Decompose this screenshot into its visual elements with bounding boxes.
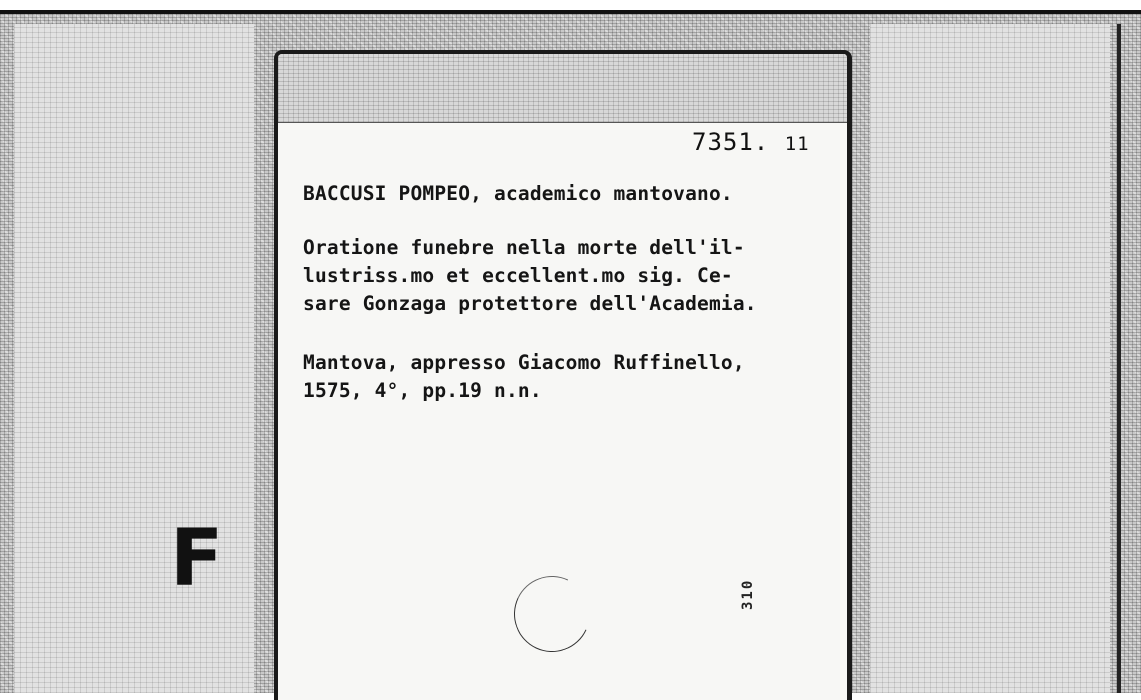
shelfmark	[692, 128, 810, 156]
catalog-card	[274, 50, 852, 700]
stamp-circle	[503, 565, 600, 662]
page-number: 310	[740, 578, 756, 610]
title-line-1: Oratione funebre nella morte dell'il-	[303, 236, 745, 259]
title-line-2: lustriss.mo et eccellent.mo sig. Ce-	[303, 264, 733, 287]
shelfmark-sub: 11	[784, 133, 810, 155]
imprint-line-2: 1575, 4°, pp.19 n.n.	[303, 379, 542, 402]
author-heading: BACCUSI POMPEO, academico mantovano.	[303, 182, 733, 205]
margin-letter: F	[170, 514, 224, 604]
imprint-line-1: Mantova, appresso Giacomo Ruffinello,	[303, 351, 745, 374]
title-line-3: sare Gonzaga protettore dell'Academia.	[303, 292, 757, 315]
card-header-band	[278, 54, 847, 123]
shelfmark-main: 7351.	[692, 128, 770, 156]
right-border-rule	[1117, 24, 1121, 693]
right-margin-panel	[870, 24, 1110, 693]
